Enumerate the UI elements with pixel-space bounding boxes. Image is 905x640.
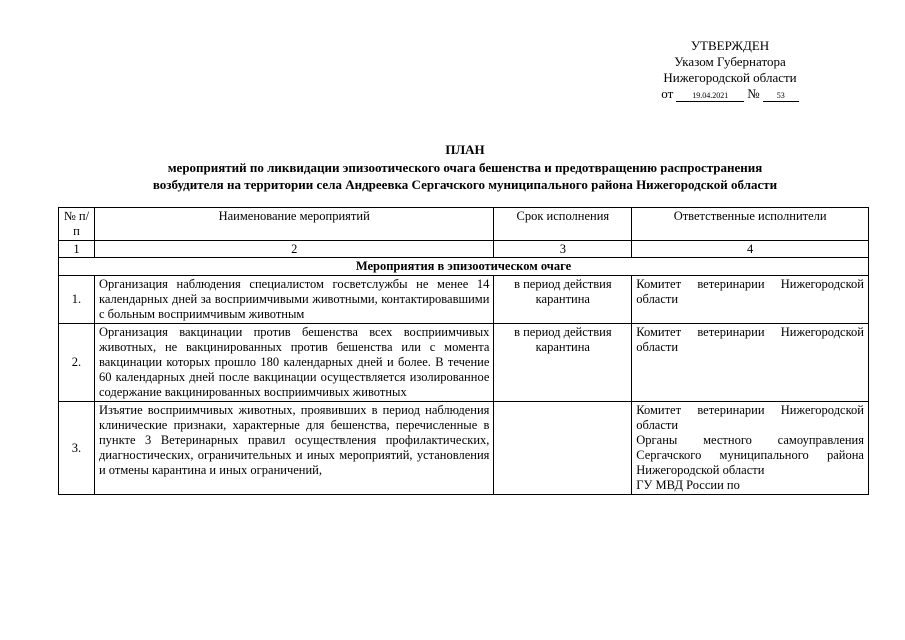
column-index: 1 xyxy=(59,241,95,258)
column-index: 4 xyxy=(632,241,869,258)
column-index: 3 xyxy=(494,241,632,258)
column-index: 2 xyxy=(94,241,493,258)
responsible-entry: Органы местного самоуправления Сергачского муниципального района Нижегородской области xyxy=(636,433,864,477)
approval-number-label: № xyxy=(747,86,760,101)
document-heading: ПЛАН xyxy=(445,142,485,157)
row-responsible xyxy=(632,402,869,495)
table-row xyxy=(59,276,869,324)
row-activity: Организация вакцинации против бешенства всех восприимчивых животных, не вакцинированных против бешенства или с момента вакцинации которых прошло 180 календарных дней и более. В течение 60 календарных дней после вакцинации осуществляется изолированное содержание вакцинированных восприимчивых животных xyxy=(94,324,493,402)
column-index-row xyxy=(59,241,869,258)
approval-date-line xyxy=(620,86,840,102)
section-row xyxy=(59,258,869,276)
approval-stamp xyxy=(620,38,840,102)
approval-from-label: от xyxy=(661,86,674,101)
row-activity: Изъятие восприимчивых животных, проявивших в период наблюдения клинические признаки, характерные для бешенства, перечисленные в пункте 3 Ветеринарных правил осуществления профилактических, диагностических, ограничительных и иных мероприятий, установления и отмены карантина и иных ограничений, xyxy=(94,402,493,495)
responsible-entry: Комитет ветеринарии Нижегородской области xyxy=(636,325,864,354)
approval-region: Нижегородской области xyxy=(663,70,797,85)
plan-table xyxy=(58,207,869,495)
approval-number: 53 xyxy=(763,91,799,102)
table-header-row xyxy=(59,208,869,241)
row-responsible xyxy=(632,324,869,402)
header-term: Срок исполнения xyxy=(494,208,632,241)
approval-title: УТВЕРЖДЕН xyxy=(690,38,770,53)
table-row xyxy=(59,402,869,495)
header-responsible: Ответственные исполнители xyxy=(632,208,869,241)
row-term: в период действия карантина xyxy=(494,276,632,324)
row-term xyxy=(494,402,632,495)
row-responsible xyxy=(632,276,869,324)
responsible-entry: ГУ МВД России по xyxy=(636,478,740,492)
row-term: в период действия карантина xyxy=(494,324,632,402)
document-title-line-1: мероприятий по ликвидации эпизоотического очага бешенства и предотвращению распространения xyxy=(167,160,763,175)
row-activity: Организация наблюдения специалистом госветслужбы не менее 14 календарных дней за восприимчивыми животными, контактировавшими с больным восприимчивым животным xyxy=(94,276,493,324)
row-number: 1. xyxy=(59,276,95,324)
header-num: № п/п xyxy=(59,208,95,241)
table-row xyxy=(59,324,869,402)
document-title-line-2: возбудителя на территории села Андреевка Сергачского муниципального района Нижегородской области xyxy=(152,177,778,192)
section-title: Мероприятия в эпизоотическом очаге xyxy=(59,258,869,276)
approval-by: Указом Губернатора xyxy=(674,54,786,69)
row-number: 3. xyxy=(59,402,95,495)
row-number: 2. xyxy=(59,324,95,402)
approval-date: 19.04.2021 xyxy=(676,91,744,102)
responsible-entry: Комитет ветеринарии Нижегородской области xyxy=(636,277,864,306)
responsible-entry: Комитет ветеринарии Нижегородской области xyxy=(636,403,864,432)
header-name: Наименование мероприятий xyxy=(94,208,493,241)
